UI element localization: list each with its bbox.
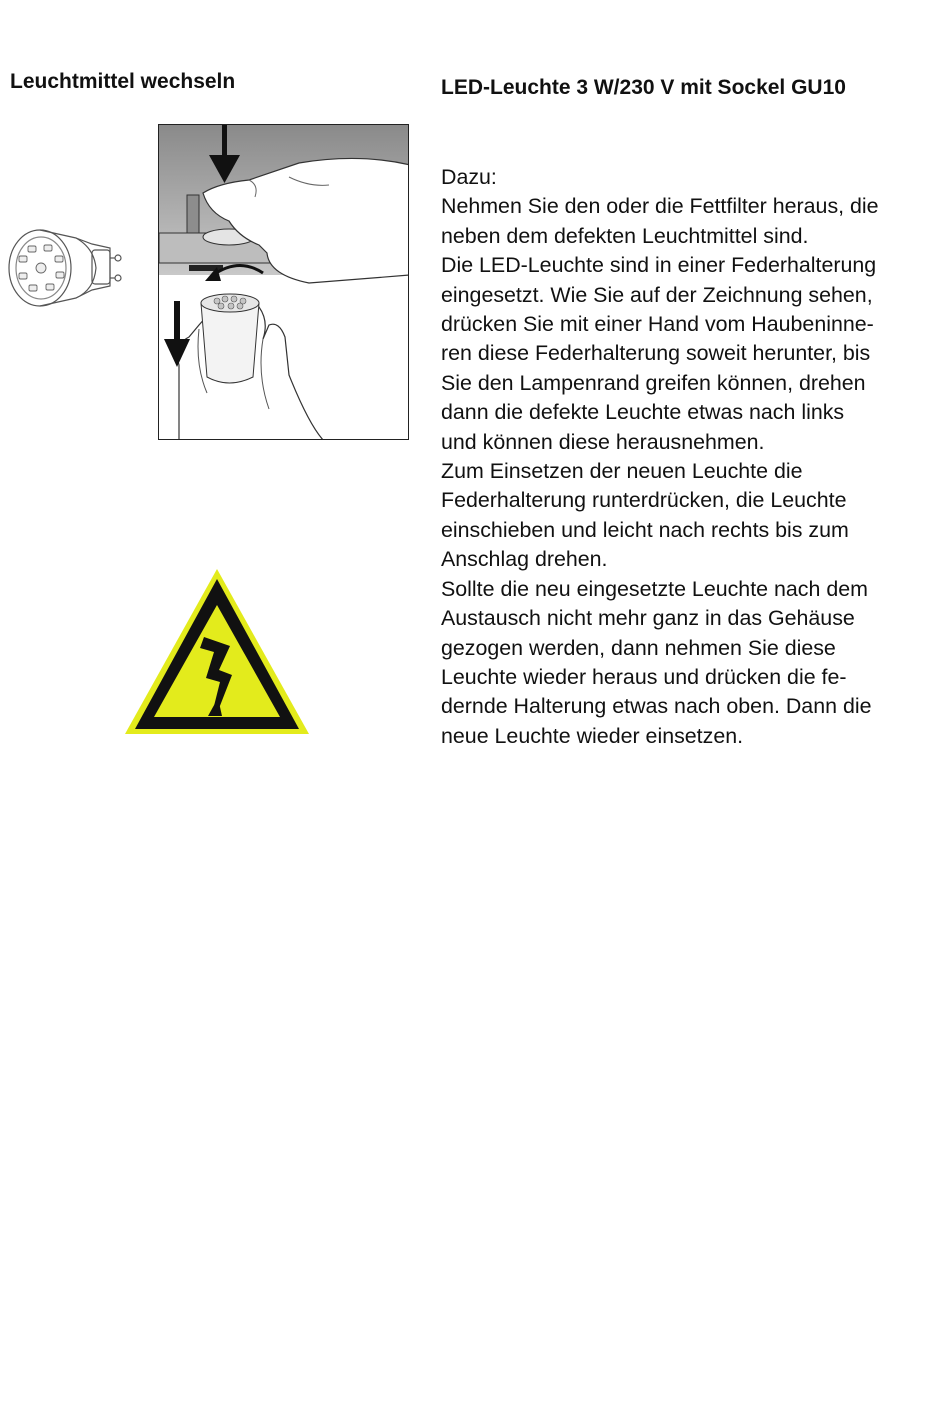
text-line: Sie den Lampenrand greifen können, drehen — [441, 370, 866, 395]
text-line: dernde Halterung etwas nach oben. Dann die — [441, 694, 872, 719]
text-line: Anschlag drehen. — [441, 547, 608, 572]
text-line: ren diese Federhalterung soweit herunter, bis — [441, 341, 871, 366]
text-line: dann die defekte Leuchte etwas nach links — [441, 400, 845, 425]
text-line: Federhalterung runterdrücken, die Leuchte — [441, 488, 847, 513]
section-heading-left: Leuchtmittel wechseln — [10, 70, 236, 93]
electric-hazard-warning-icon — [122, 566, 312, 738]
bulb-replacement-figure — [158, 124, 409, 440]
section-heading-right: LED-Leuchte 3 W/230 V mit Sockel GU10 — [441, 76, 846, 99]
text-line: eingesetzt. Wie Sie auf der Zeichnung sehen, — [441, 282, 873, 307]
gu10-lamp-icon — [4, 218, 134, 318]
instructions-text — [441, 163, 946, 751]
text-line: Austausch nicht mehr ganz in das Gehäuse — [441, 606, 855, 631]
text-line: Leuchte wieder heraus und drücken die fe- — [441, 664, 847, 689]
text-line: Zum Einsetzen der neuen Leuchte die — [441, 459, 803, 484]
text-line: neben dem defekten Leuchtmittel sind. — [441, 223, 809, 248]
text-line: Die LED-Leuchte sind in einer Federhalterung — [441, 253, 877, 278]
text-line: einschieben und leicht nach rechts bis zum — [441, 517, 849, 542]
text-line: und können diese herausnehmen. — [441, 429, 765, 454]
text-line: drücken Sie mit einer Hand vom Haubeninne- — [441, 312, 874, 337]
text-line: Nehmen Sie den oder die Fettfilter heraus, die — [441, 194, 879, 219]
text-line: Sollte die neu eingesetzte Leuchte nach dem — [441, 576, 868, 601]
text-line: gezogen werden, dann nehmen Sie diese — [441, 635, 836, 660]
text-line: Dazu: — [441, 165, 497, 189]
text-line: neue Leuchte wieder einsetzen. — [441, 723, 744, 748]
